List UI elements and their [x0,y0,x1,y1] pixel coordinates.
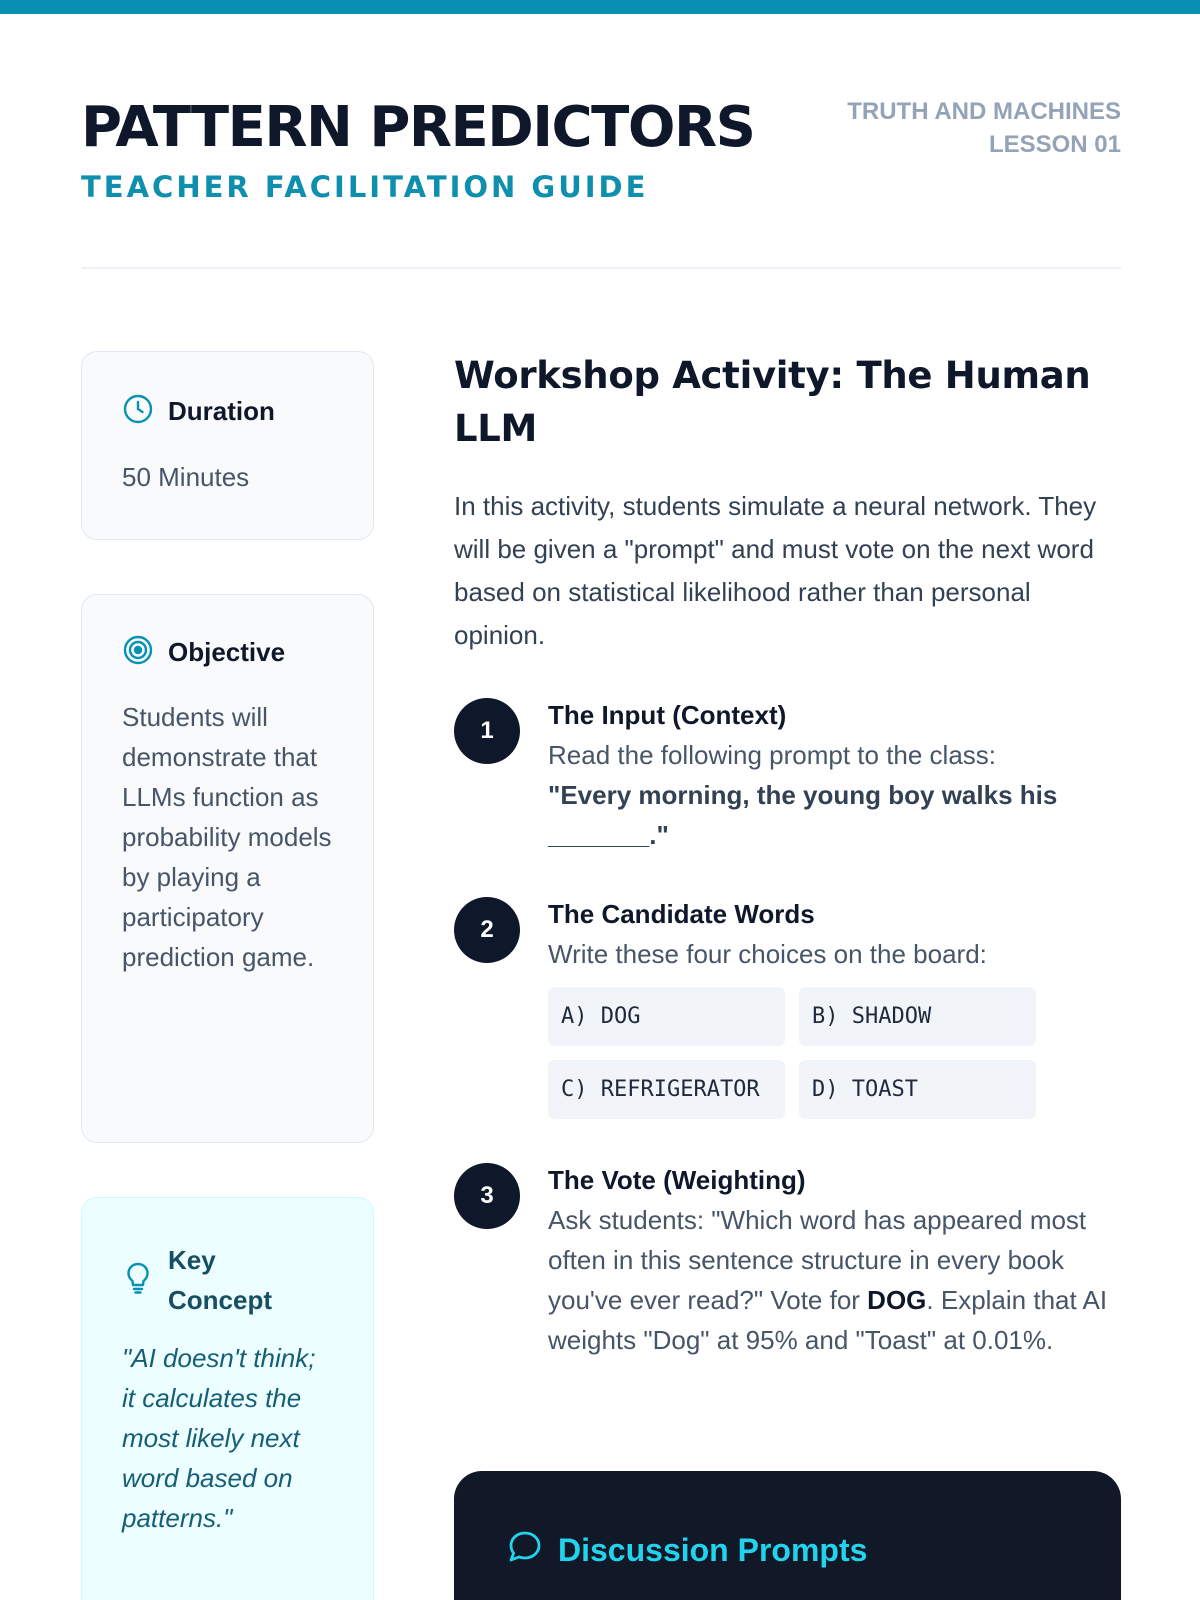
activity-title: Workshop Activity: The Human LLM [454,354,1091,450]
candidate-word: A) DOG [548,987,785,1046]
key-concept-label [168,1240,272,1320]
activity-section [454,349,1121,657]
objective-card [81,594,374,1143]
step-title: The Vote (Weighting) [548,1165,806,1195]
candidate-word: B) SHADOW [799,987,1036,1046]
discussion-panel [454,1471,1121,1600]
step-title: The Input (Context) [548,700,787,730]
prompt-sentence: "Every morning, the young boy walks his _______." [548,780,1058,850]
activity-intro: In this activity, students simulate a neural network. They will be given a "prompt" and must vote on the next word based on statistical likelihood rather than personal opinion. [454,491,1097,650]
vote-text-after: . Explain that AI weights "Dog" at 95% and "Toast" at 0.01%. [548,1285,1108,1355]
duration-value: 50 Minutes [122,462,250,492]
step-number-badge: 3 [454,1163,520,1229]
key-concept-quote: "AI doesn't think; it calculates the most likely next word based on patterns." [122,1343,316,1533]
series-name: TRUTH AND MACHINES [847,98,1121,125]
step-text: Read the following prompt to the class: [548,740,997,770]
duration-card [81,351,374,540]
top-accent-bar [0,0,1200,14]
duration-label: Duration [168,396,275,426]
lesson-number: LESSON 01 [988,131,1121,158]
lesson-meta [847,95,1121,161]
objective-text: Students will demonstrate that LLMs function as probability models by playing a participatory prediction game. [122,702,332,972]
target-icon [122,634,154,671]
candidate-word: D) TOAST [799,1060,1036,1119]
page-subtitle: TEACHER FACILITATION GUIDE [81,170,649,204]
vote-text-before: Ask students: "Which word has appeared most often in this sentence structure in every book you've ever read?" Vote for [548,1205,1087,1315]
step-title: The Candidate Words [548,899,815,929]
step-number-badge: 1 [454,698,520,764]
objective-label: Objective [168,637,286,667]
page-header [81,95,1121,205]
lightbulb-icon [122,1260,154,1301]
key-concept-card [81,1197,374,1600]
candidate-word: C) REFRIGERATOR [548,1060,785,1119]
discussion-title: Discussion Prompts [558,1531,868,1568]
clock-icon [122,393,154,430]
vote-emphasis: DOG [867,1285,927,1315]
step-text: Write these four choices on the board: [548,939,987,969]
step-number-badge: 2 [454,897,520,963]
key-concept-label-line2: Concept [168,1285,272,1315]
page-title: PATTERN PREDICTORS [81,95,755,160]
chat-bubble-icon [506,1528,544,1571]
step-text [548,1200,1121,1360]
header-divider [81,267,1121,269]
key-concept-label-line1: Key [168,1245,216,1275]
candidate-words [548,987,1121,1119]
